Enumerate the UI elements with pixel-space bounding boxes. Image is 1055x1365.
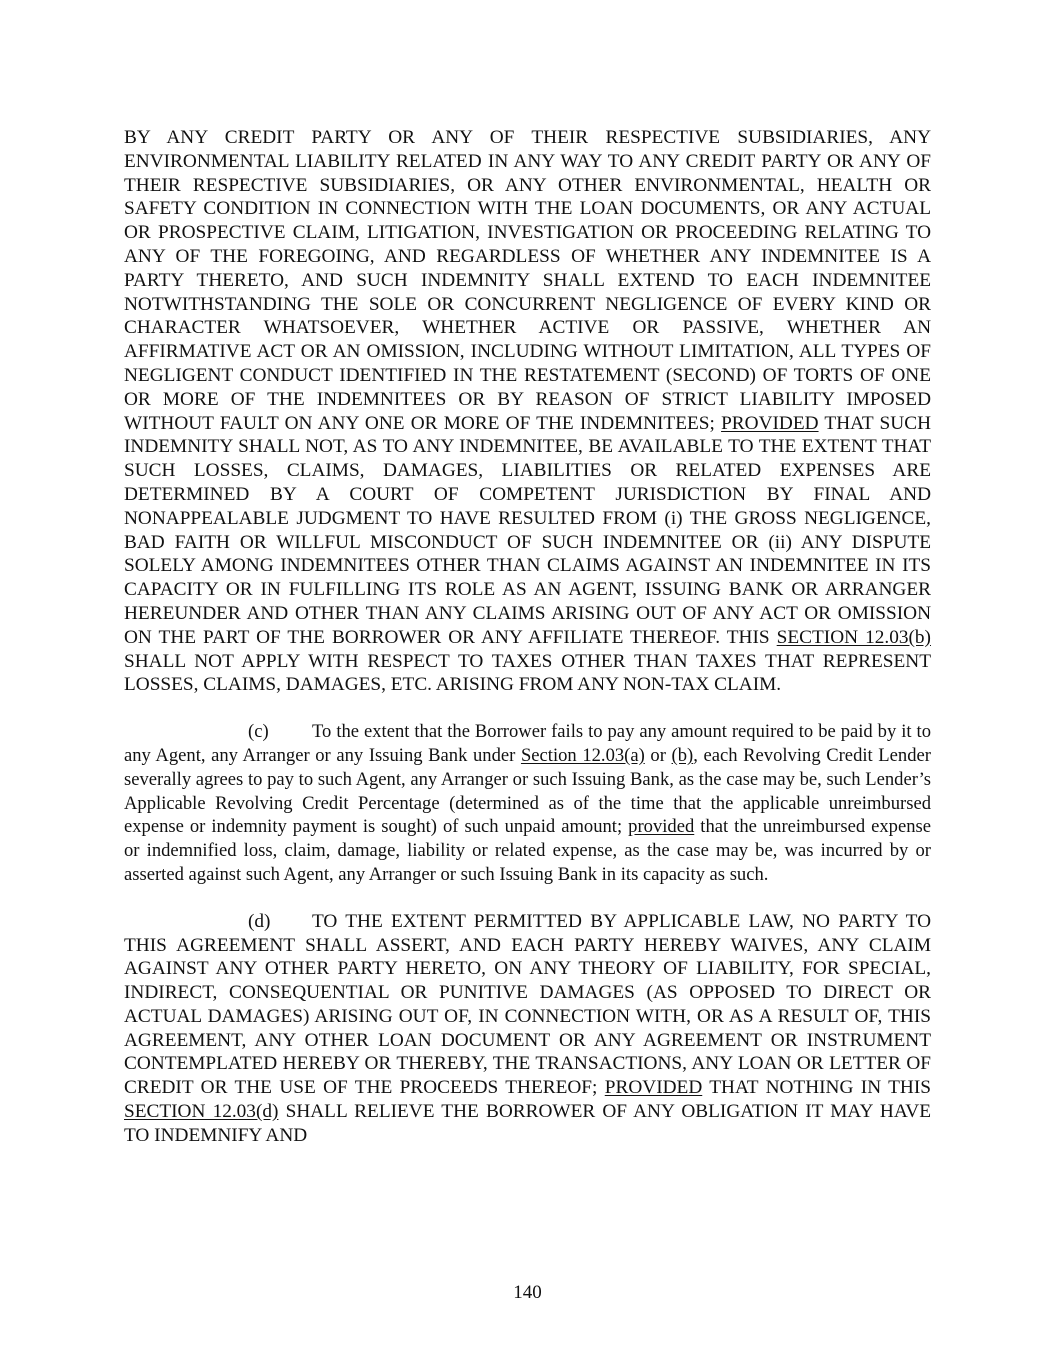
provided-term: PROVIDED: [604, 1077, 703, 1099]
paragraph-text: THAT SUCH INDEMNITY SHALL NOT, AS TO ANY INDEMNITEE, BE AVAILABLE TO THE EXTENT THAT SUCH LOSSES, CLAIMS, DAMAGES, LIABILITIES OR RELATED EXPENSES ARE DETERMINED BY A COURT OF COMPETENT JURISDICTION BY FINAL AND NONAPPEALABLE JUDGMENT TO HAVE RESULTED FROM (i) THE GROSS NEGLIGENCE, BAD FAITH OR WILLFUL MISCONDUCT OF SUCH INDEMNITEE OR (ii) ANY DISPUTE SOLELY AMONG INDEMNITEES OTHER THAN CLAIMS AGAINST AN INDEMNITEE IN ITS CAPACITY OR IN FULFILLING ITS ROLE AS AN AGENT, ISSUING BANK OR ARRANGER HEREUNDER AND OTHER THAN ANY CLAIMS ARISING OUT OF ANY ACT OR OMISSION ON THE PART OF THE BORROWER OR ANY AFFILIATE THEREOF. THIS: [124, 412, 931, 648]
paragraph-text: or: [650, 744, 666, 766]
paragraph-label: (d): [248, 910, 271, 932]
paragraph-text: SHALL NOT APPLY WITH RESPECT TO TAXES OTHER THAN TAXES THAT REPRESENT LOSSES, CLAIMS, DAMAGES, ETC. ARISING FROM ANY NON-TAX CLAIM.: [124, 650, 931, 696]
paragraph-text: BY ANY CREDIT PARTY OR ANY OF THEIR RESPECTIVE SUBSIDIARIES, ANY ENVIRONMENTAL LIABILITY RELATED IN ANY WAY TO ANY CREDIT PARTY OR ANY OF THEIR RESPECTIVE SUBSIDIARIES, OR ANY OTHER ENVIRONMENTAL, HEALTH OR SAFETY CONDITION IN CONNECTION WITH THE LOAN DOCUMENTS, OR ANY ACTUAL OR PROSPECTIVE CLAIM, LITIGATION, INVESTIGATION OR PROCEEDING RELATING TO ANY OF THE FOREGOING, AND REGARDLESS OF WHETHER ANY INDEMNITEE IS A PARTY THERETO, AND SUCH INDEMNITY SHALL EXTEND TO EACH INDEMNITEE NOTWITHSTANDING THE SOLE OR CONCURRENT NEGLIGENCE OF EVERY KIND OR CHARACTER WHATSOEVER, WHETHER ACTIVE OR PASSIVE, WHETHER AN AFFIRMATIVE ACT OR AN OMISSION, INCLUDING WITHOUT LIMITATION, ALL TYPES OF NEGLIGENT CONDUCT IDENTIFIED IN THE RESTATEMENT (SECOND) OF TORTS OF ONE OR MORE OF THE INDEMNITEES OR BY REASON OF STRICT LIABILITY IMPOSED WITHOUT FAULT ON ANY ONE OR MORE OF THE INDEMNITEES;: [124, 127, 931, 434]
paragraph-b-continuation: [124, 126, 931, 697]
paragraph-text: SHALL RELIEVE THE BORROWER OF ANY OBLIGATION IT MAY HAVE TO INDEMNIFY AND: [124, 1101, 931, 1146]
paragraph-label: (c): [248, 721, 269, 743]
page-number: 140: [513, 1282, 542, 1303]
section-reference: (b): [671, 744, 694, 766]
paragraph-text: , each Revolving Credit Lender severally agrees to pay to such Agent, any Arranger or such Issuing Bank, as the case may be, such Lender’s Applicable Revolving Credit Percentage (determined as of the time that the applicable unreimbursed expense or indemnity payment is sought) of such unpaid amount;: [124, 744, 931, 838]
paragraph-text: TO THE EXTENT PERMITTED BY APPLICABLE LAW, NO PARTY TO THIS AGREEMENT SHALL ASSERT, AND EACH PARTY HEREBY WAIVES, ANY CLAIM AGAINST ANY OTHER PARTY HERETO, ON ANY THEORY OF LIABILITY, FOR SPECIAL, INDIRECT, CONSEQUENTIAL OR PUNITIVE DAMAGES (AS OPPOSED TO DIRECT OR ACTUAL DAMAGES) ARISING OUT OF, IN CONNECTION WITH, OR AS A RESULT OF, THIS AGREEMENT, ANY OTHER LOAN DOCUMENT OR ANY AGREEMENT OR INSTRUMENT CONTEMPLATED HEREBY OR THEREBY, THE TRANSACTIONS, ANY LOAN OR LETTER OF CREDIT OR THE USE OF THE PROCEEDS THEREOF;: [124, 910, 931, 1099]
section-reference: SECTION 12.03(d): [124, 1101, 279, 1123]
section-reference: SECTION 12.03(b): [776, 626, 931, 648]
provided-term: PROVIDED: [721, 412, 819, 434]
paragraph-c: [124, 720, 931, 887]
paragraph-text: To the extent that the Borrower fails to pay any amount required to be paid by it to any Agent, any Arranger or any Issuing Bank under: [124, 721, 931, 766]
paragraph-text: THAT NOTHING IN THIS: [709, 1077, 931, 1099]
provided-term: provided: [628, 816, 695, 838]
paragraph-text: that the unreimbursed expense or indemnified loss, claim, damage, liability or related expense, as the case may be, was incurred by or asserted against such Agent, any Arranger or such Issuing Bank in its capacity as such.: [124, 816, 932, 885]
document-page: [124, 126, 931, 1148]
paragraph-d: [124, 910, 931, 1148]
section-reference: Section 12.03(a): [520, 744, 645, 766]
